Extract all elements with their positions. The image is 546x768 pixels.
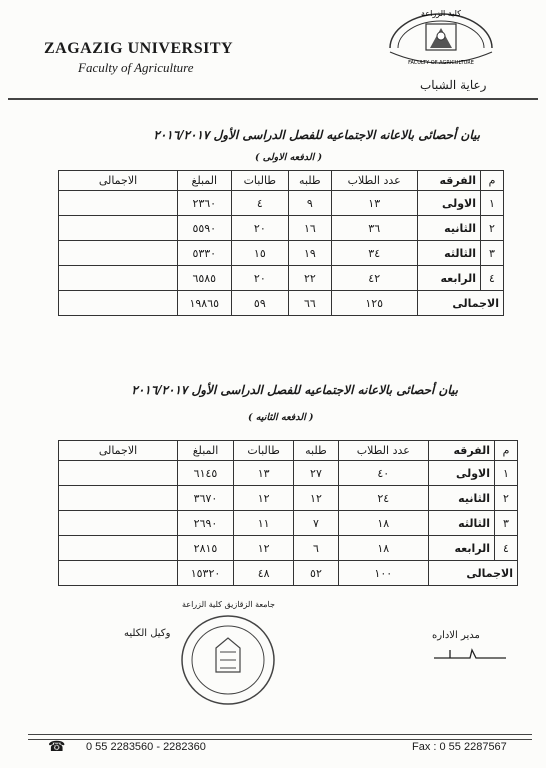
cell-grade: الثانيه xyxy=(428,486,494,511)
manager-signature-label: مدير الاداره xyxy=(432,630,480,641)
section1-table xyxy=(58,170,504,316)
table-row xyxy=(59,216,504,241)
cell-index: ٤ xyxy=(481,266,504,291)
cell-index: ٣ xyxy=(481,241,504,266)
cell-students: ١٨ xyxy=(338,511,428,536)
cell-grade: الثالثه xyxy=(428,511,494,536)
faculty-logo xyxy=(382,8,500,70)
cell-total xyxy=(59,266,178,291)
university-name: ZAGAZIG UNIVERSITY xyxy=(44,40,234,57)
section2-subtitle: ( الدفعه الثانيه ) xyxy=(248,412,314,423)
cell-amount: ٣٦٧٠ xyxy=(178,486,234,511)
cell-amount: ٥٣٣٠ xyxy=(178,241,232,266)
cell-total-label: الاجمالى xyxy=(428,561,517,586)
cell-total xyxy=(59,291,178,316)
footer-divider xyxy=(28,734,532,740)
cell-female: ١٢ xyxy=(234,536,294,561)
seal-text: جامعة الزقازيق كلية الزراعة xyxy=(182,600,275,609)
col-amount: المبلغ xyxy=(178,171,232,191)
cell-male: ٥٢ xyxy=(294,561,338,586)
phone-icon: ☎ xyxy=(48,739,66,755)
col-grade: الفرقه xyxy=(417,171,480,191)
cell-index: ١ xyxy=(495,461,518,486)
manager-signature xyxy=(430,644,510,664)
cell-total-label: الاجمالى xyxy=(417,291,503,316)
cell-amount: ١٥٣٢٠ xyxy=(178,561,234,586)
cell-grade: الرابعه xyxy=(428,536,494,561)
cell-grade: الاولى xyxy=(428,461,494,486)
cell-male: ٧ xyxy=(294,511,338,536)
cell-male: ١٩ xyxy=(289,241,332,266)
faculty-name: Faculty of Agriculture xyxy=(78,60,194,75)
col-male: طلبه xyxy=(289,171,332,191)
cell-index: ٢ xyxy=(481,216,504,241)
cell-students: ٢٤ xyxy=(338,486,428,511)
cell-female: ١٢ xyxy=(234,486,294,511)
cell-female: ٢٠ xyxy=(231,216,289,241)
col-total: الاجمالى xyxy=(59,171,178,191)
table-row xyxy=(59,241,504,266)
table-row xyxy=(59,511,518,536)
section1-title: بيان أحصائى بالاعانه الاجتماعيه للفصل الدراسى الأول ٢٠١٦/٢٠١٧ xyxy=(153,128,480,142)
footer-phone: 0 55 2283560 - 2282360 xyxy=(86,741,206,753)
cell-index: ٢ xyxy=(495,486,518,511)
cell-female: ٥٩ xyxy=(231,291,289,316)
table-row xyxy=(59,191,504,216)
cell-female: ٤ xyxy=(231,191,289,216)
col-male: طلبه xyxy=(294,441,338,461)
col-female: طالبات xyxy=(231,171,289,191)
table-row xyxy=(59,486,518,511)
cell-male: ٦٦ xyxy=(289,291,332,316)
table-total-row xyxy=(59,291,504,316)
col-total: الاجمالى xyxy=(59,441,178,461)
svg-text:كلية الزراعة: كلية الزراعة xyxy=(421,9,461,18)
cell-male: ٩ xyxy=(289,191,332,216)
cell-amount: ٥٥٩٠ xyxy=(178,216,232,241)
cell-amount: ٦١٤٥ xyxy=(178,461,234,486)
col-index: م xyxy=(481,171,504,191)
cell-students: ١٣ xyxy=(331,191,417,216)
col-students: عدد الطلاب xyxy=(338,441,428,461)
cell-male: ٢٢ xyxy=(289,266,332,291)
section1-subtitle: ( الدفعه الاولى ) xyxy=(255,152,323,163)
cell-total xyxy=(59,486,178,511)
header-divider xyxy=(8,98,538,100)
section2-title: بيان أحصائى بالاعانه الاجتماعيه للفصل الدراسى الأول ٢٠١٦/٢٠١٧ xyxy=(131,383,458,397)
cell-students: ١٢٥ xyxy=(331,291,417,316)
cell-male: ٦ xyxy=(294,536,338,561)
department-label: رعاية الشباب xyxy=(420,78,487,92)
cell-female: ١٥ xyxy=(231,241,289,266)
cell-male: ١٦ xyxy=(289,216,332,241)
table-row xyxy=(59,536,518,561)
table-header-row xyxy=(59,441,518,461)
table-total-row xyxy=(59,561,518,586)
cell-total xyxy=(59,561,178,586)
cell-amount: ٢٣٦٠ xyxy=(178,191,232,216)
col-female: طالبات xyxy=(234,441,294,461)
cell-total xyxy=(59,536,178,561)
cell-students: ١٠٠ xyxy=(338,561,428,586)
cell-grade: الرابعه xyxy=(417,266,480,291)
cell-index: ٤ xyxy=(495,536,518,561)
cell-amount: ١٩٨٦٥ xyxy=(178,291,232,316)
official-seal xyxy=(178,612,278,708)
cell-students: ١٨ xyxy=(338,536,428,561)
cell-male: ٢٧ xyxy=(294,461,338,486)
col-index: م xyxy=(495,441,518,461)
cell-total xyxy=(59,191,178,216)
cell-students: ٣٤ xyxy=(331,241,417,266)
cell-grade: الاولى xyxy=(417,191,480,216)
cell-grade: الثانيه xyxy=(417,216,480,241)
col-students: عدد الطلاب xyxy=(331,171,417,191)
cell-students: ٤٠ xyxy=(338,461,428,486)
cell-female: ١٣ xyxy=(234,461,294,486)
cell-male: ١٢ xyxy=(294,486,338,511)
dean-signature-label: وكيل الكليه xyxy=(124,628,171,639)
cell-total xyxy=(59,461,178,486)
cell-total xyxy=(59,241,178,266)
cell-amount: ٢٦٩٠ xyxy=(178,511,234,536)
table-header-row xyxy=(59,171,504,191)
footer-fax: Fax : 0 55 2287567 xyxy=(412,741,507,753)
cell-female: ٢٠ xyxy=(231,266,289,291)
table-row xyxy=(59,266,504,291)
cell-amount: ٢٨١٥ xyxy=(178,536,234,561)
section2-table xyxy=(58,440,518,586)
col-amount: المبلغ xyxy=(178,441,234,461)
cell-total xyxy=(59,216,178,241)
col-grade: الفرقه xyxy=(428,441,494,461)
cell-amount: ٦٥٨٥ xyxy=(178,266,232,291)
table-row xyxy=(59,461,518,486)
cell-total xyxy=(59,511,178,536)
cell-students: ٣٦ xyxy=(331,216,417,241)
cell-students: ٤٢ xyxy=(331,266,417,291)
cell-female: ٤٨ xyxy=(234,561,294,586)
cell-index: ٣ xyxy=(495,511,518,536)
cell-grade: الثالثه xyxy=(417,241,480,266)
svg-text:FACULTY OF AGRICULTURE: FACULTY OF AGRICULTURE xyxy=(408,60,474,66)
cell-female: ١١ xyxy=(234,511,294,536)
cell-index: ١ xyxy=(481,191,504,216)
